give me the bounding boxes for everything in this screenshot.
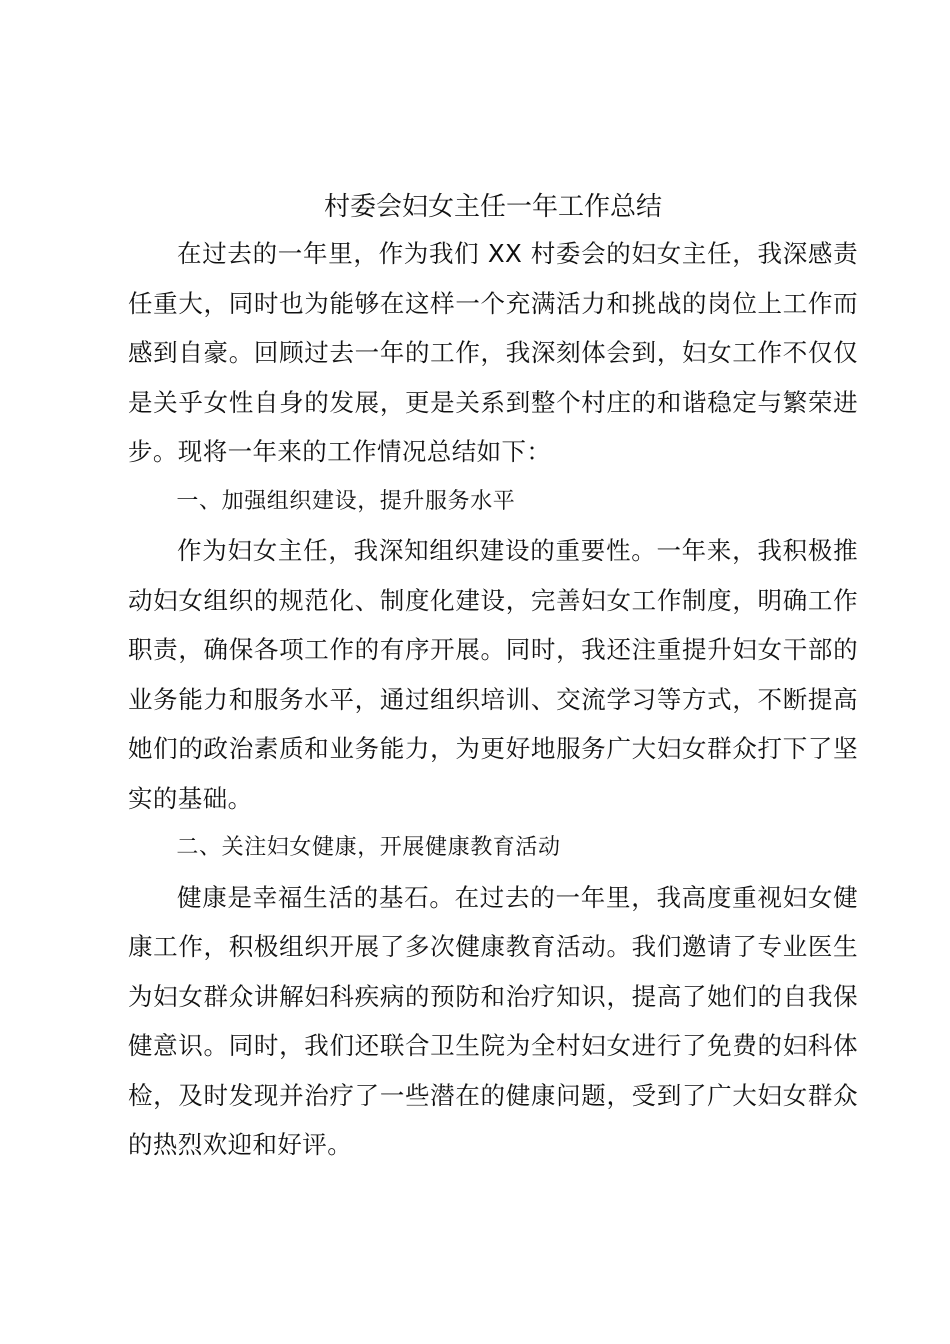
intro-paragraph: 在过去的一年里，作为我们 XX 村委会的妇女主任，我深感责任重大，同时也为能够在这样一个充满活力和挑战的岗位上工作而感到自豪。回顾过去一年的工作，我深刻体会到，妇女工作不仅仅是关乎女性自身的发展，更是关系到整个村庄的和谐稳定与繁荣进步。现将一年来的工作情况总结如下： (128, 239, 858, 466)
document-title: 村委会妇女主任一年工作总结 (323, 192, 662, 222)
section-1-heading: 一、加强组织建设，提升服务水平 (176, 488, 516, 514)
document-page (128, 187, 858, 1170)
section-2-heading: 二、关注妇女健康，开展健康教育活动 (176, 835, 561, 860)
section-2-body: 健康是幸福生活的基石。在过去的一年里，我高度重视妇女健康工作，积极组织开展了多次健康教育活动。我们邀请了专业医生为妇女群众讲解妇科疾病的预防和治疗知识，提高了她们的自我保健意识。同时，我们还联合卫生院为全村妇女进行了免费的妇科体检，及时发现并治疗了一些潜在的健康问题，受到了广大妇女群众的热烈欢迎和好评。 (128, 882, 858, 1159)
section-1-body: 作为妇女主任，我深知组织建设的重要性。一年来，我积极推动妇女组织的规范化、制度化建设，完善妇女工作制度，明确工作职责，确保各项工作的有序开展。同时，我还注重提升妇女干部的业务能力和服务水平，通过组织培训、交流学习等方式，不断提高她们的政治素质和业务能力，为更好地服务广大妇女群众打下了坚实的基础。 (128, 536, 858, 813)
